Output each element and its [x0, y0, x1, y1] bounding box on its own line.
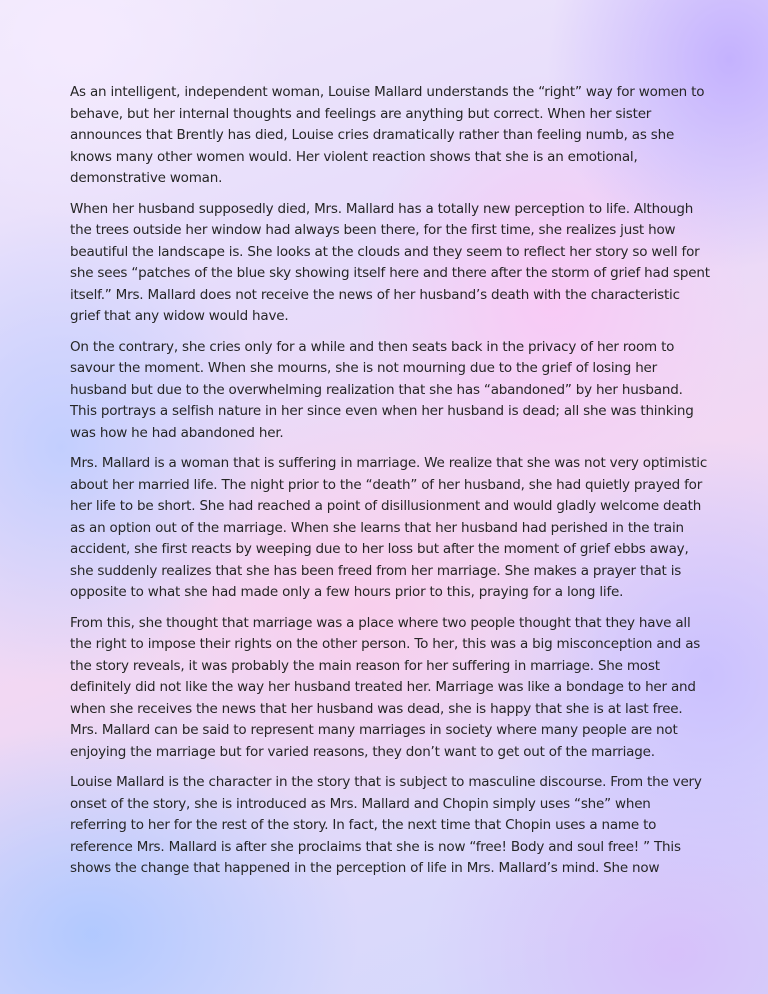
- document-body: [70, 82, 710, 889]
- paragraph: As an intelligent, independent woman, Louise Mallard understands the “right” way for women to behave, but her internal thoughts and feelings are anything but correct. When her sister announces that Brently has died, Louise cries dramatically rather than feeling numb, as she knows many other women would. Her violent reaction shows that she is an emotional, demonstrative woman.: [70, 84, 705, 186]
- paragraph: When her husband supposedly died, Mrs. Mallard has a totally new perception to life. Although the trees outside her window had always been there, for the first time, she realizes just how beautiful the landscape is. She looks at the clouds and they seem to reflect her story so well for she sees “patches of the blue sky showing itself here and there after the storm of grief had spent itself.” Mrs. Mallard does not receive the news of her husband’s death with the characteristic grief that any widow would have.: [70, 200, 710, 324]
- paragraph: On the contrary, she cries only for a while and then seats back in the privacy of her room to savour the moment. When she mourns, she is not mourning due to the grief of losing her husband but due to the overwhelming realization that she has “abandoned” by her husband. This portrays a selfish nature in her since even when her husband is dead; all she was thinking was how he had abandoned her.: [70, 338, 694, 441]
- paragraph: From this, she thought that marriage was a place where two people thought that they have all the right to impose their rights on the other person. To her, this was a big misconception and as the story reveals, it was probably the main reason for her suffering in marriage. She most definitely did not like the way her husband treated her. Marriage was like a bondage to her and when she receives the news that her husband was dead, she is happy that she is at last free. Mrs. Mallard can be said to represent many marriages in society where many people are not enjoying the marriage but for varied reasons, they don’t want to get out of the marriage.: [70, 614, 701, 760]
- paragraph: Mrs. Mallard is a woman that is suffering in marriage. We realize that she was not very optimistic about her married life. The night prior to the “death” of her husband, she had quietly prayed for her life to be short. She had reached a point of disillusionment and would gladly welcome death as an option out of the marriage. When she learns that her husband had perished in the train accident, she first reacts by weeping due to her loss but after the moment of grief ebbs away, she suddenly realizes that she has been freed from her marriage. She makes a prayer that is opposite to what she had made only a few hours prior to this, praying for a long life.: [70, 455, 708, 600]
- paragraph: Louise Mallard is the character in the story that is subject to masculine discourse. From the very onset of the story, she is introduced as Mrs. Mallard and Chopin simply uses “she” when referring to her for the rest of the story. In fact, the next time that Chopin uses a name to reference Mrs. Mallard is after she proclaims that she is now “free! Body and soul free! ” This shows the change that happened in the perception of life in Mrs. Mallard’s mind. She now: [70, 774, 702, 876]
